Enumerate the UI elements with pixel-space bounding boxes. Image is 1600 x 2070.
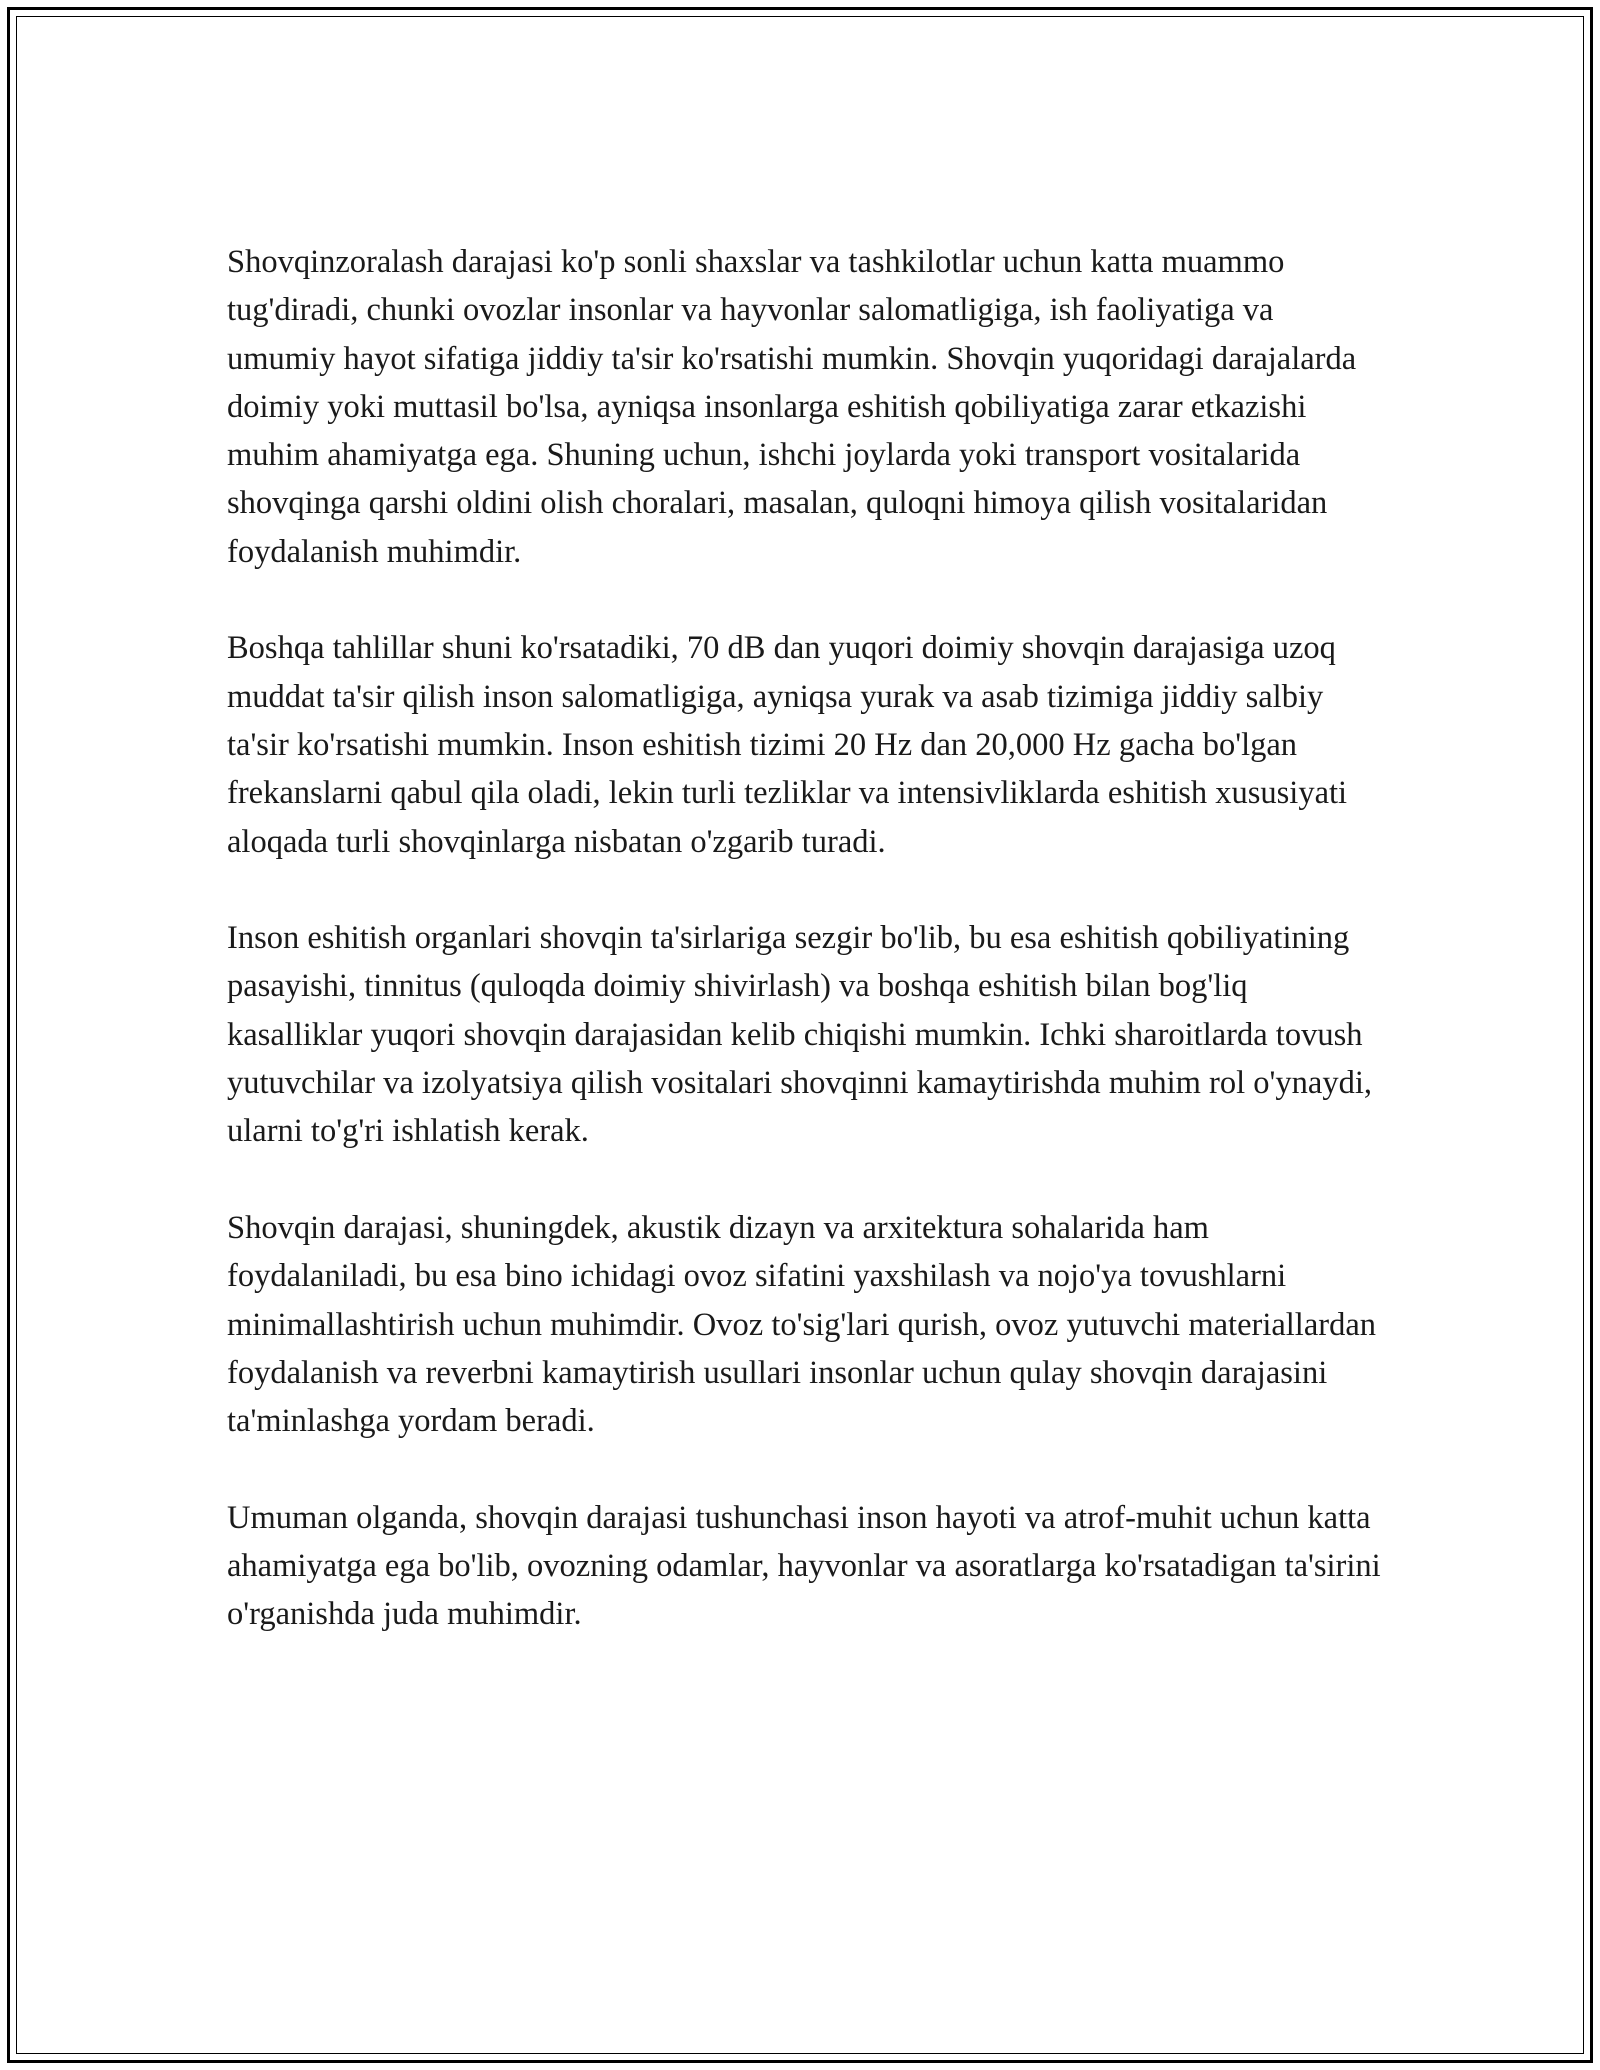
paragraph-2: Boshqa tahlillar shuni ko'rsatadiki, 70 dB dan yuqori doimiy shovqin darajasiga uzoq muddat ta'sir qilish inson salomatligiga, ayniqsa yurak va asab tizimiga jiddiy salbiy ta'sir ko'rsatishi mumkin. Inson eshitish tizimi 20 Hz dan 20,000 Hz gacha bo'lgan frekanslarni qabul qila oladi, lekin turli tezliklar va intensivliklarda eshitish xususiyati aloqada turli shovqinlarga nisbatan o'zgarib turadi.	[227, 630, 1348, 860]
paragraph-5: Umuman olganda, shovqin darajasi tushunchasi inson hayoti va atrof-muhit uchun katta ahamiyatga ega bo'lib, ovozning odamlar, hayvonlar va asoratlarga ko'rsatadigan ta'sirini o'rganishda juda muhimdir.	[227, 1499, 1381, 1633]
paragraph-3: Inson eshitish organlari shovqin ta'sirlariga sezgir bo'lib, bu esa eshitish qobiliyatining pasayishi, tinnitus (quloqda doimiy shivirlash) va boshqa eshitish bilan bog'liq kasalliklar yuqori shovqin darajasidan kelib chiqishi mumkin. Ichki sharoitlarda tovush yutuvchilar va izolyatsiya qilish vositalari shovqinni kamaytirishda muhim rol o'ynaydi, ularni to'g'ri ishlatish kerak.	[227, 920, 1372, 1150]
paragraph-1: Shovqinzoralash darajasi ko'p sonli shaxslar va tashkilotlar uchun katta muammo tug'diradi, chunki ovozlar insonlar va hayvonlar salomatligiga, ish faoliyatiga va umumiy hayot sifatiga jiddiy ta'sir ko'rsatishi mumkin. Shovqin yuqoridagi darajalarda doimiy yoki muttasil bo'lsa, ayniqsa insonlarga eshitish qobiliyatiga zarar etkazishi muhim ahamiyatga ega. Shuning uchun, ishchi joylarda yoki transport vositalarida shovqinga qarshi oldini olish choralari, masalan, quloqni himoya qilish vositalaridan foydalanish muhimdir.	[227, 244, 1357, 570]
paragraph-4: Shovqin darajasi, shuningdek, akustik dizayn va arxitektura sohalarida ham foydalaniladi, bu esa bino ichidagi ovoz sifatini yaxshilash va nojo'ya tovushlarni minimallashtirish uchun muhimdir. Ovoz to'sig'lari qurish, ovoz yutuvchi materiallardan foydalanish va reverbni kamaytirish usullari insonlar uchun qulay shovqin darajasini ta'minlashga yordam beradi.	[227, 1209, 1377, 1440]
document-body	[227, 238, 1387, 1687]
